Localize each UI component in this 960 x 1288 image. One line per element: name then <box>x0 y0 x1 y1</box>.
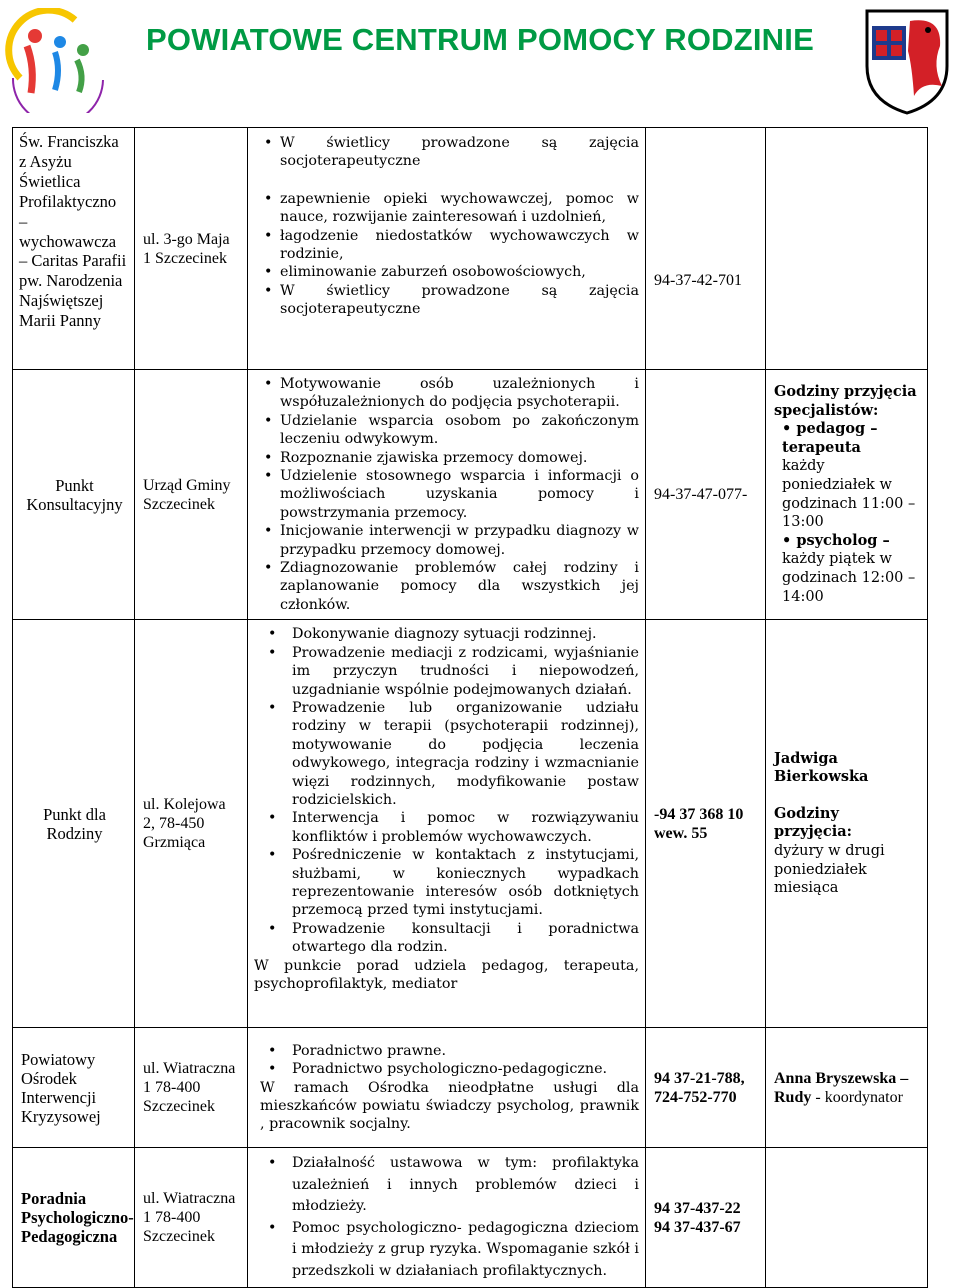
services-table <box>12 127 928 1288</box>
empty-cell <box>766 128 928 370</box>
services-list <box>248 128 646 370</box>
services-list <box>248 1148 646 1288</box>
list-item: • Poradnictwo prawne. <box>270 1042 639 1060</box>
specialist-hours: każdy poniedziałek w godzinach 11:00 – 13:00 <box>782 458 916 531</box>
list-item: • eliminowanie zaburzeń osobowościowych, <box>270 263 639 281</box>
table-row <box>13 1028 928 1148</box>
list-item: • Udzielenie stosownego wsparcia i informacji o możliwościach uzyskania pomocy i powstrzymania przemocy. <box>270 467 639 522</box>
hours-text: dyżury w drugi poniedziałek miesiąca <box>774 843 885 897</box>
page-header <box>0 0 960 122</box>
institution-name: Punkt dla Rodziny <box>13 620 135 1028</box>
institution-name: Powiatowy Ośrodek Interwencji Kryzysowej <box>13 1028 135 1148</box>
list-item: • Pośredniczenie w kontaktach z instytucjami, służbami, w koniecznych wypadkach reprezentowanie interesów osób dotkniętych przemocą przed tymi instytucjami. <box>270 846 639 920</box>
contact-info <box>766 620 928 1028</box>
empty-cell <box>766 1148 928 1288</box>
list-item: • Dokonywanie diagnozy sytuacji rodzinnej. <box>270 625 639 643</box>
institution-address: ul. Wiatraczna 1 78-400 Szczecinek <box>135 1028 248 1148</box>
phone-number: 94-37-42-701 <box>646 128 766 370</box>
list-item: • Interwencja i pomoc w rozwiązywaniu konfliktów i problemów wychowawczych. <box>270 809 639 846</box>
phone-number: -94 37 368 10 wew. 55 <box>646 620 766 1028</box>
hours-heading: Godziny przyjęcia: <box>774 804 852 841</box>
contact-info <box>766 1028 928 1148</box>
list-item: • Zdiagnozowanie problemów całej rodziny i zaplanowanie pomocy dla wszystkich jej członków. <box>270 559 639 614</box>
services-list <box>248 370 646 620</box>
services-list <box>248 620 646 1028</box>
list-item: • Prowadzenie lub organizowanie udziału rodziny w terapii (psychoterapii rodzinnej), motywowanie do podjęcia leczenia odwykowego, integracja rodziny i wzmacnianie więzi rodzinnych, modyfikowanie postaw rodzicielskich. <box>270 699 639 809</box>
list-item: • W świetlicy prowadzone są zajęcia socjoterapeutyczne <box>270 134 639 171</box>
institution-address: Urząd Gminy Szczecinek <box>135 370 248 620</box>
list-item: • Rozpoznanie zjawiska przemocy domowej. <box>270 449 639 467</box>
list-item: • Motywowanie osób uzależnionych i współuzależnionych do podjęcia psychoterapii. <box>270 375 639 412</box>
list-item: • Działalność ustawowa w tym: profilaktyka uzależnień i innych problemów dzieci i młodzieży. <box>270 1153 639 1218</box>
list-item: • Poradnictwo psychologiczno-pedagogiczne. <box>270 1060 639 1078</box>
phone-number: 94 37-437-22 94 37-437-67 <box>646 1148 766 1288</box>
hours-heading: Godziny przyjęcia specjalistów: <box>774 383 917 419</box>
county-crest-icon <box>862 6 952 116</box>
institution-address: ul. 3-go Maja 1 Szczecinek <box>135 128 248 370</box>
specialist-hours: każdy piątek w godzinach 12:00 – 14:00 <box>782 551 916 605</box>
table-row <box>13 128 928 370</box>
contact-name: Jadwiga Bierkowska <box>774 749 869 786</box>
note-text: W punkcie porad udziela pedagog, terapeuta, psychoprofilaktyk, mediator <box>254 957 639 992</box>
institution-name: Św. Franciszka z Asyżu Świetlica Profilaktyczno – wychowawcza – Caritas Parafii pw. Narodzenia Najświętszej Marii Panny <box>13 128 135 370</box>
list-item: • łagodzenie niedostatków wychowawczych w rodzinie, <box>270 227 639 264</box>
institution-name: Poradnia Psychologiczno-Pedagogiczna <box>13 1148 135 1288</box>
note-text: W ramach Ośrodka nieodpłatne usługi dla mieszkańców powiatu świadczy psycholog, prawnik , pracownik socjalny. <box>260 1079 639 1133</box>
specialist-role: • psycholog – <box>782 531 890 549</box>
opening-hours <box>766 370 928 620</box>
institution-name: Punkt Konsultacyjny <box>13 370 135 620</box>
phone-number: 94 37-21-788, 724-752-770 <box>646 1028 766 1148</box>
list-item: • W świetlicy prowadzone są zajęcia socjoterapeutyczne <box>270 282 639 319</box>
list-item: • zapewnienie opieki wychowawczej, pomoc w nauce, rozwijanie zainteresowań i uzdolnień, <box>270 190 639 227</box>
contact-name: Anna Bryszewska – Rudy <box>774 1069 909 1106</box>
table-row <box>13 620 928 1028</box>
institution-address: ul. Wiatraczna 1 78-400 Szczecinek <box>135 1148 248 1288</box>
table-row <box>13 370 928 620</box>
specialist-role: • pedagog – terapeuta <box>782 420 878 456</box>
institution-address: ul. Kolejowa 2, 78-450 Grzmiąca <box>135 620 248 1028</box>
phone-number: 94-37-47-077- <box>646 370 766 620</box>
list-item: • Udzielanie wsparcia osobom po zakończonym leczeniu odwykowym. <box>270 412 639 449</box>
services-list <box>248 1028 646 1148</box>
contact-role: - koordynator <box>815 1088 903 1106</box>
list-item: • Pomoc psychologiczno- pedagogiczna dzieciom i młodzieży z grup ryzyka. Wspomaganie szkół i przedszkoli w działaniach profilaktycznych. <box>270 1218 639 1283</box>
list-item: • Inicjowanie interwencji w przypadku diagnozy w przypadku przemocy domowej. <box>270 522 639 559</box>
list-item: • Prowadzenie mediacji z rodzicami, wyjaśnianie im przyczyn trudności i niepowodzeń, uzgadnianie wspólnie podejmowanych działań. <box>270 644 639 699</box>
list-item: • Prowadzenie konsultacji i poradnictwa otwartego dla rodzin. <box>270 920 639 957</box>
page-title: POWIATOWE CENTRUM POMOCY RODZINIE <box>146 22 814 57</box>
table-row <box>13 1148 928 1288</box>
pcpr-logo-icon <box>5 8 110 113</box>
